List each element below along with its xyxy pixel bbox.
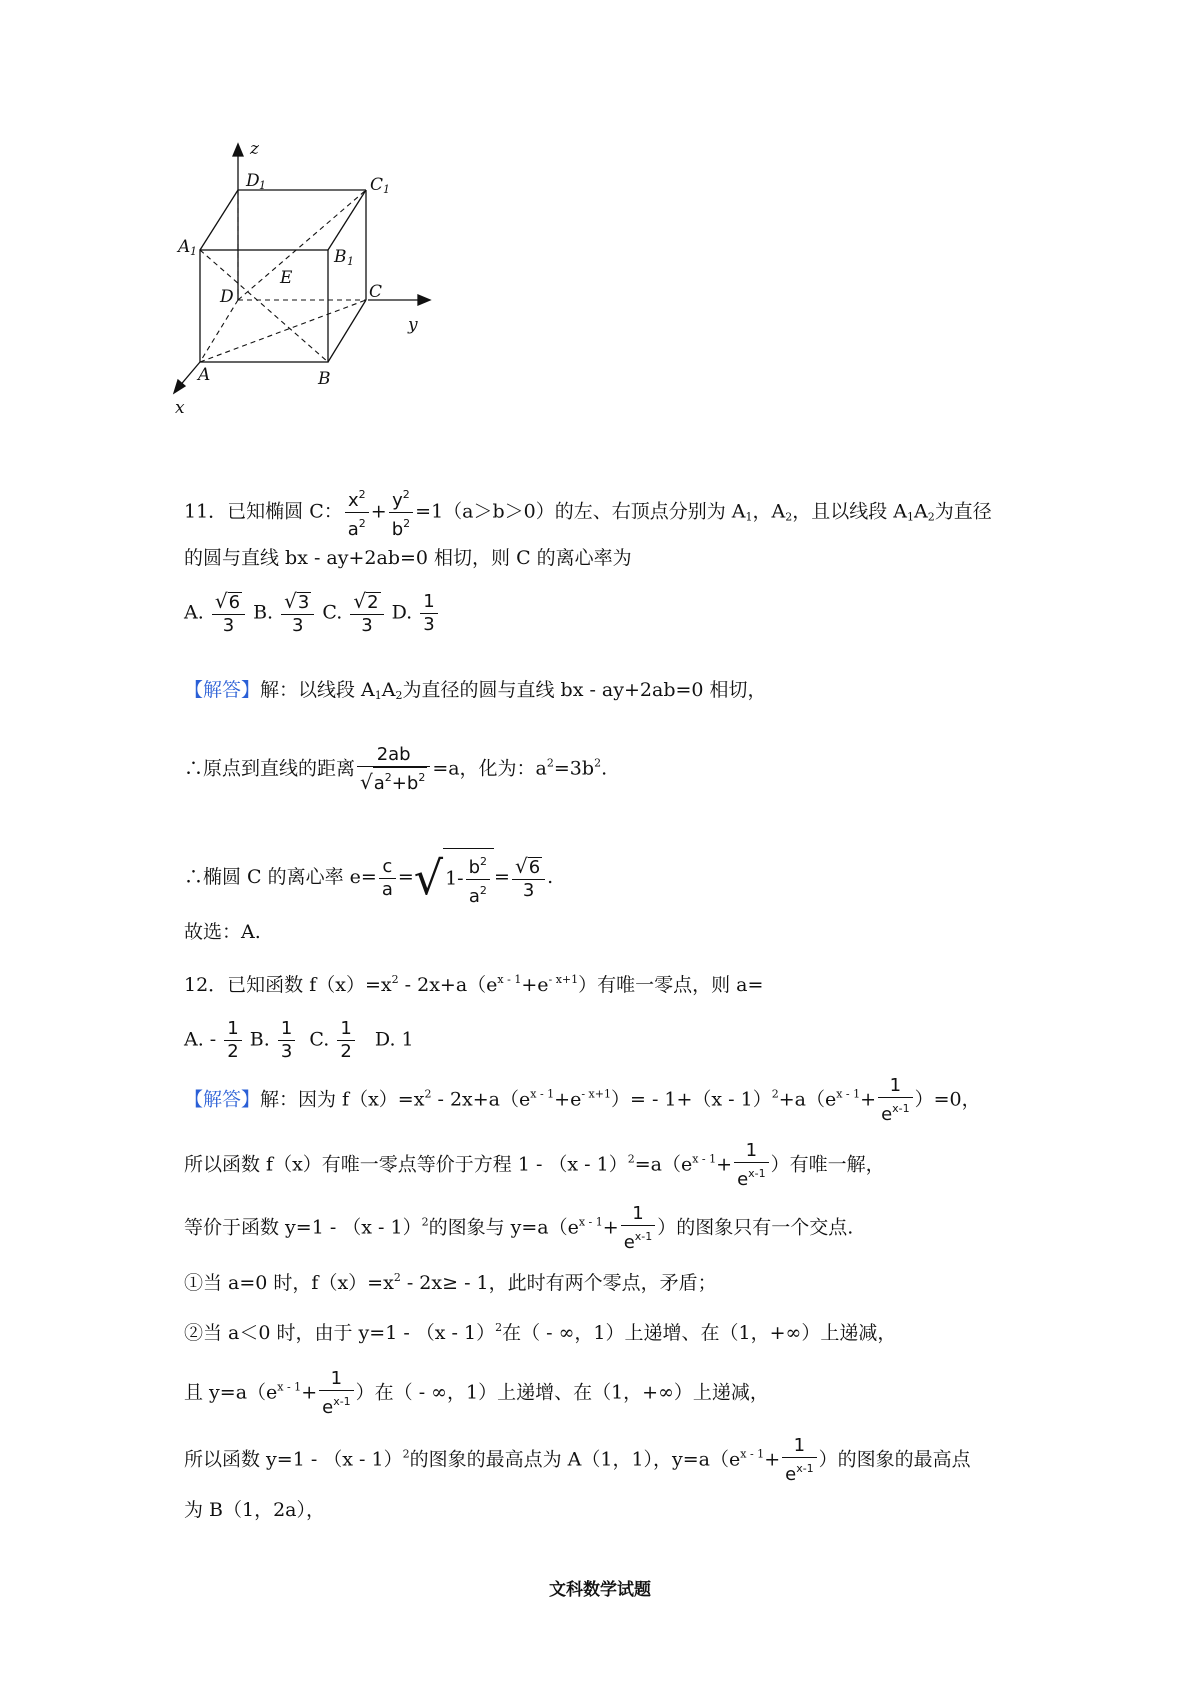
q12-option-c-label: C. bbox=[309, 1028, 330, 1051]
q12-l3a: 等价于函数 y=1 - （x - 1） bbox=[184, 1216, 422, 1239]
q11-ans1: 解：以线段 A bbox=[260, 679, 375, 701]
label-A1-sub: 1 bbox=[190, 245, 197, 258]
q12-option-a-label: A. bbox=[184, 1028, 204, 1051]
q12-l1: 解：因为 f（x）=x bbox=[260, 1088, 425, 1111]
q12-l6a: 且 y=a（e bbox=[184, 1381, 278, 1404]
q11-ans2d: . bbox=[601, 757, 608, 780]
q11-answer-line2: ∴原点到直线的距离 $\frac{2ab}{√a^2+b^2}$ =a，化为：$a^2=3b^2$. bbox=[184, 744, 608, 794]
q12-answer-line2: 所以函数 f（x）有唯一零点等价于方程 $1 - (x - 1)^2=a(e^{x - 1}+$ $\frac{1}{e^{x-1}}$ ）有唯一解， bbox=[184, 1140, 885, 1190]
q11-options bbox=[184, 590, 440, 637]
option-b-label: B. bbox=[253, 601, 274, 624]
q12-l4: ①当 a=0 时，f（x）=x bbox=[184, 1272, 394, 1294]
q11-cond: =1（a＞b＞0）的左、右顶点分别为 A bbox=[415, 500, 746, 523]
q12-l1b: - 2x+a（e bbox=[431, 1088, 531, 1111]
option-a-label: A. bbox=[184, 601, 204, 624]
q11-tail3: 为直径 bbox=[934, 500, 992, 523]
q12-answer-line4: ①当 a=0 时，$f(x)=x^2 - 2x\ge - 1$，此时有两个零点，矛盾； bbox=[184, 1271, 717, 1294]
q12-l1e: +a（e bbox=[778, 1088, 837, 1111]
q12-l4b: - 2x≥ - 1，此时有两个零点，矛盾； bbox=[400, 1272, 717, 1294]
label-D: D bbox=[220, 287, 234, 307]
option-b-value: $\frac{√3}{3}$ bbox=[281, 590, 314, 637]
q11-mid: ，A bbox=[752, 500, 786, 523]
q11-stem: 11．已知椭圆 C： $\frac{x^2}{a^2}$ + $\frac{y^2}{b^2}$ =1（a＞b＞0）的左、右顶点分别为 $A_1$，$A_2$，且以线段 $A_1A_2$为直径 bbox=[184, 484, 992, 541]
page-footer: 文科数学试题 bbox=[549, 1580, 651, 1600]
label-B1: B bbox=[334, 247, 347, 267]
label-A1: A bbox=[178, 237, 191, 257]
q11-ans1c: 为直径的圆与直线 bx - ay+2ab=0 相切， bbox=[402, 679, 767, 701]
q12-answer-line3: 等价于函数 y=1 - （x - 1）$^2$的图象与 $y=a(e^{x - 1}+$ $\frac{1}{e^{x-1}}$ ）的图象只有一个交点. bbox=[184, 1203, 854, 1253]
frac-sqrt6-3: $\frac{√6}{3}$ bbox=[512, 855, 545, 902]
q12-l1d: ）= - 1+（x - 1） bbox=[610, 1088, 772, 1111]
q12-option-d-label: D. 1 bbox=[374, 1028, 414, 1051]
option-c-value: $\frac{√2}{3}$ bbox=[350, 590, 383, 637]
q12-l7c: ）的图象的最高点 bbox=[818, 1448, 971, 1471]
q12-l2a: 所以函数 f（x）有唯一零点等价于方程 1 - （x - 1） bbox=[184, 1153, 628, 1176]
q12-stem-b: - 2x+a（e bbox=[398, 974, 498, 996]
q11-ans2c: =3b bbox=[553, 757, 595, 780]
frac-x2-a2: $\frac{x^2}{a^2}$ bbox=[345, 484, 369, 541]
label-C1: C bbox=[370, 175, 384, 195]
frac-b2-a2: $\frac{b^2}{a^2}$ bbox=[466, 851, 490, 908]
q12-answer-line1: 【解答】解：因为 $f(x)=x^2 - 2x+a(e^{x - 1}+e^{- x+1})= - 1+(x - 1)^2+a(e^{x - 1}+$ $\frac{1}{e^{x-1}}$ ）=0， bbox=[184, 1075, 981, 1125]
q12-l3c: ）的图象只有一个交点. bbox=[657, 1216, 854, 1239]
q12-l7b: 的图象的最高点为 A（1，1），y=a（e bbox=[409, 1448, 741, 1471]
cube-figure bbox=[170, 140, 470, 440]
answer-tag: 【解答】 bbox=[184, 1088, 261, 1111]
q12-l5b: 在（ - ∞，1）上递增、在（1，+∞）上递减， bbox=[502, 1322, 897, 1344]
label-E: E bbox=[280, 268, 293, 288]
q12-answer-line8: 为 B（1，2a）， bbox=[184, 1499, 326, 1521]
q12-options: A. - $\frac{1}{2}$ B. $\frac{1}{3}$ C. $\frac{1}{2}$ D. 1 bbox=[184, 1018, 414, 1062]
q12-l2b: =a（e bbox=[634, 1153, 693, 1176]
label-y: y bbox=[408, 315, 418, 335]
label-x: x bbox=[175, 398, 185, 418]
label-C: C bbox=[369, 282, 383, 302]
q12-l2c: ）有唯一解， bbox=[770, 1153, 885, 1176]
q11-tail2: A bbox=[914, 500, 928, 523]
option-a-value: $\frac{√6}{3}$ bbox=[212, 590, 245, 637]
q12-stem-a: 12．已知函数 f（x）=x bbox=[184, 974, 392, 996]
q11-answer-line3: ∴椭圆 C 的离心率 e= $\frac{c}{a}$ =√ 1- $\frac{b^2}{a^2}$ = $\frac{√6}{3}$ . bbox=[184, 848, 553, 908]
q12-l6b: ）在（ - ∞，1）上递增、在（1，+∞）上递减， bbox=[355, 1381, 769, 1404]
distance-fraction: $\frac{2ab}{√a^2+b^2}$ bbox=[357, 744, 430, 795]
q11-number: 11．已知椭圆 C： bbox=[184, 500, 343, 523]
option-c-label: C. bbox=[322, 601, 343, 624]
label-B: B bbox=[318, 369, 331, 389]
q12-l1c: +e bbox=[554, 1088, 582, 1111]
q12-l1f: ）=0， bbox=[914, 1088, 981, 1111]
q11-ans1b: A bbox=[381, 679, 396, 701]
q11-ans2a: ∴原点到直线的距离 bbox=[184, 757, 356, 780]
frac-1-over-e: $\frac{1}{e^{x-1}}$ bbox=[319, 1368, 354, 1419]
q12-l7a: 所以函数 y=1 - （x - 1） bbox=[184, 1448, 403, 1471]
q12-l5: ②当 a＜0 时，由于 y=1 - （x - 1） bbox=[184, 1322, 496, 1344]
frac-1-over-e: $\frac{1}{e^{x-1}}$ bbox=[621, 1203, 656, 1254]
label-B1-sub: 1 bbox=[347, 255, 354, 268]
frac-1-over-e: $\frac{1}{e^{x-1}}$ bbox=[782, 1435, 817, 1486]
q12-answer-line5: ②当 a＜0 时，由于 y=1 - （x - 1）$^2$在（ - ∞，1）上递增、在（1，+∞）上递减， bbox=[184, 1321, 897, 1344]
answer-tag: 【解答】 bbox=[184, 679, 261, 701]
label-C1-sub: 1 bbox=[383, 183, 390, 196]
q12-answer-line6: 且 $y=a(e^{x - 1}+$ $\frac{1}{e^{x-1}}$ ）在（ - ∞，1）上递增、在（1，+∞）上递减， bbox=[184, 1368, 769, 1418]
label-D1-sub: 1 bbox=[259, 179, 266, 192]
q11-answer-choice: 故选：A. bbox=[184, 921, 261, 943]
q12-option-b-label: B. bbox=[249, 1028, 270, 1051]
q12-option-c-value: $\frac{1}{2}$ bbox=[337, 1018, 354, 1063]
frac-1-over-e: $\frac{1}{e^{x-1}}$ bbox=[734, 1140, 769, 1191]
q11-ans2b: =a，化为：a bbox=[432, 757, 547, 780]
q11-ans3-end: . bbox=[547, 866, 554, 888]
q12-stem: 12．已知函数 $f(x)=x^2 - 2x+a(e^{x - 1}+e^{- x+1})$有唯一零点，则 a= bbox=[184, 973, 764, 996]
frac-c-a: $\frac{c}{a}$ bbox=[379, 856, 396, 901]
q12-option-a-value: $\frac{1}{2}$ bbox=[224, 1018, 241, 1063]
q12-stem-d: ）有唯一零点，则 a= bbox=[578, 974, 764, 996]
q11-tail: ，且以线段 A bbox=[792, 500, 908, 523]
q11-ans3a: ∴椭圆 C 的离心率 e= bbox=[184, 866, 377, 888]
q12-l3b: 的图象与 y=a（e bbox=[428, 1216, 579, 1239]
frac-1-over-e: $\frac{1}{e^{x-1}}$ bbox=[878, 1075, 913, 1126]
option-d-value: $\frac{1}{3}$ bbox=[420, 591, 437, 636]
q12-option-b-value: $\frac{1}{3}$ bbox=[278, 1018, 295, 1063]
frac-y2-b2: $\frac{y^2}{b^2}$ bbox=[389, 484, 413, 541]
q12-answer-line7: 所以函数 y=1 - （x - 1）$^2$的图象的最高点为 A（1，1），$y=a(e^{x - 1}+$ $\frac{1}{e^{x-1}}$ ）的图象的最高点 bbox=[184, 1435, 971, 1485]
q11-answer-line1: 【解答】解：以线段 $A_1A_2$为直径的圆与直线 bx - ay+2ab=0 相切， bbox=[184, 679, 767, 702]
label-A: A bbox=[198, 365, 211, 385]
q11-stem-line2: 的圆与直线 bx - ay+2ab=0 相切，则 C 的离心率为 bbox=[184, 547, 632, 569]
label-D1: D bbox=[246, 171, 260, 191]
option-d-label: D. bbox=[391, 601, 413, 624]
label-z: z bbox=[250, 140, 259, 159]
q12-stem-c: +e bbox=[521, 974, 549, 996]
